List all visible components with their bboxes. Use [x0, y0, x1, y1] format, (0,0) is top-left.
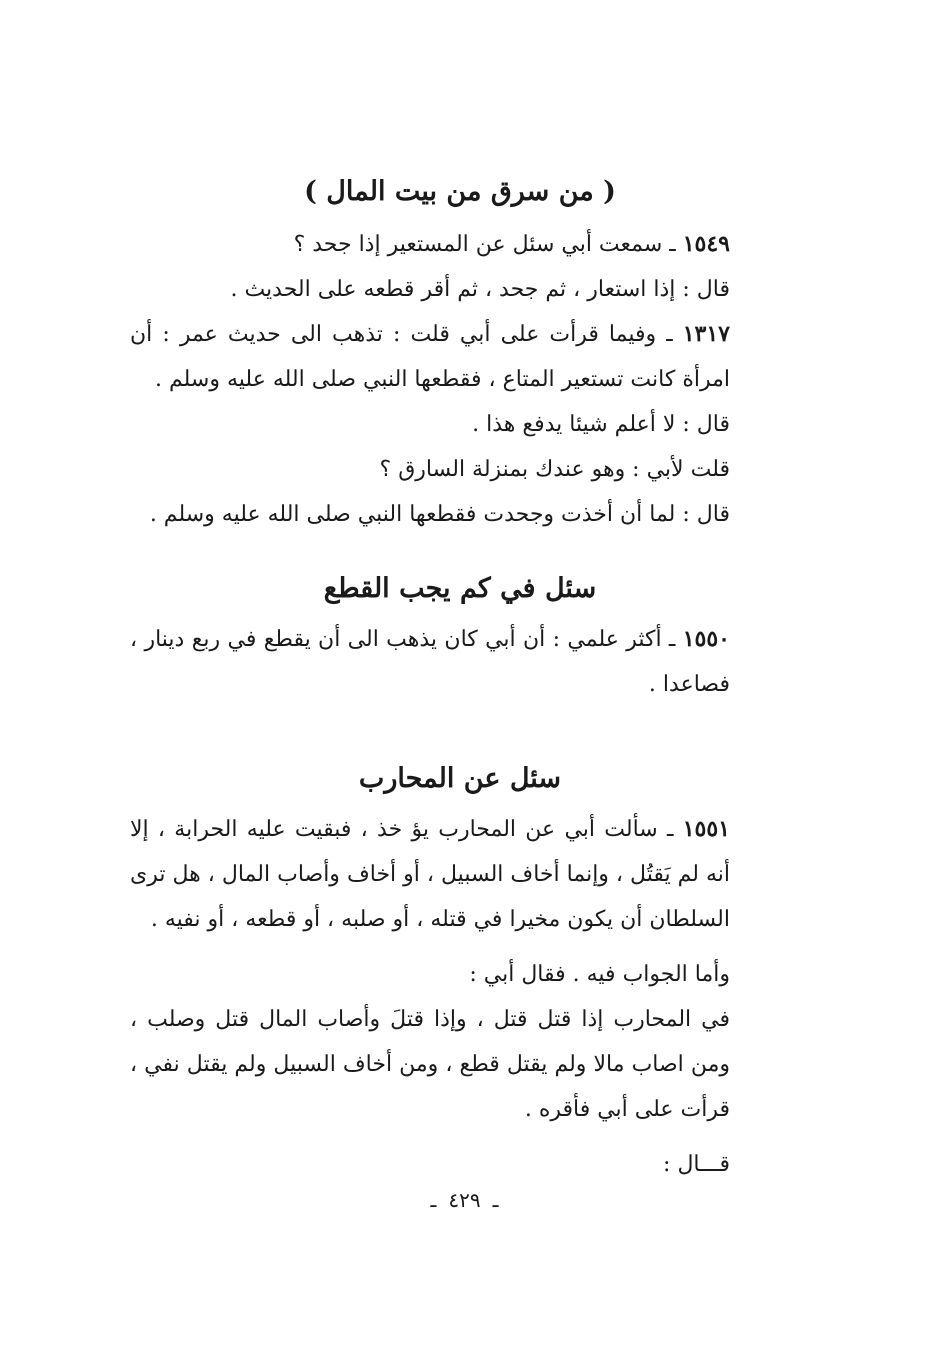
section-heading-muharib: سئل عن المحارب: [358, 763, 562, 794]
paragraph-text: ـ أكثر علمي : أن أبي كان يذهب الى أن يقطع في ربع دينار ، فصاعدا .: [130, 627, 730, 697]
section-heading-amputation-amount: سئل في كم يجب القطع: [323, 573, 597, 604]
hadith-number: ١٥٥١: [682, 816, 730, 842]
page-body: [130, 170, 790, 1187]
paragraph-1317: [130, 312, 790, 402]
paragraph-text: ـ سمعت أبي سئل عن المستعير إذا جحد ؟: [293, 232, 683, 257]
paragraph-text: قال : لا أعلم شيئا يدفع هذا .: [472, 412, 730, 437]
paragraph-text: قلت لأبي : وهو عندك بمنزلة السارق ؟: [379, 457, 730, 482]
paragraph-answer: [130, 267, 790, 312]
page-number-dash: ـ: [492, 1188, 499, 1212]
paragraph-text: قـــال :: [663, 1152, 730, 1177]
hadith-number: ١٣١٧: [682, 321, 730, 347]
paragraph-answer: [130, 402, 790, 447]
hadith-number: ١٥٥٠: [682, 626, 730, 652]
paragraph-text: في المحارب إذا قتل قتل ، وإذا قتلَ وأصاب المال قتل وصلب ، ومن اصاب مالا ولم يقتل قطع ، ومن أخاف السبيل ولم يقتل نفي ، قرأت على أبي فأقره .: [130, 1007, 730, 1122]
page-number-dash: ـ: [430, 1188, 437, 1212]
paragraph-question: [130, 447, 790, 492]
paragraph-text: قال : لما أن أخذت وجحدت فقطعها النبي صلى الله عليه وسلم .: [149, 502, 730, 527]
hadith-number: ١٥٤٩: [682, 231, 730, 257]
paragraph-1549: [130, 222, 790, 267]
section-heading-theft-from-treasury: ( من سرق من بيت المال ): [304, 176, 616, 207]
paragraph-ruling: [130, 997, 790, 1132]
page-number: [0, 1188, 929, 1212]
paragraph-text: ـ سألت أبي عن المحارب يؤ خذ ، فبقيت عليه الحرابة ، إلا أنه لم يَقتُل ، وإنما أخاف السبيل ، أو أخاف وأصاب المال ، هل ترى السلطان أن يكون مخيرا في قتله ، أو صلبه ، أو قطعه ، أو نفيه .: [130, 817, 730, 932]
paragraph-1551: [130, 807, 790, 942]
paragraph-text: وأما الجواب فيه . فقال أبي :: [469, 962, 730, 987]
page-number-value: ٤٢٩: [448, 1188, 481, 1212]
paragraph-1550: [130, 617, 790, 707]
paragraph-answer-intro: [130, 952, 790, 997]
paragraph-answer: [130, 492, 790, 537]
paragraph-text: قال : إذا استعار ، ثم جحد ، ثم أقر قطعه على الحديث .: [230, 277, 730, 302]
paragraph-qala: [130, 1142, 790, 1187]
paragraph-text: ـ وفيما قرأت على أبي قلت : تذهب الى حديث عمر : أن امرأة كانت تستعير المتاع ، فقطعها النبي صلى الله عليه وسلم .: [130, 322, 730, 392]
